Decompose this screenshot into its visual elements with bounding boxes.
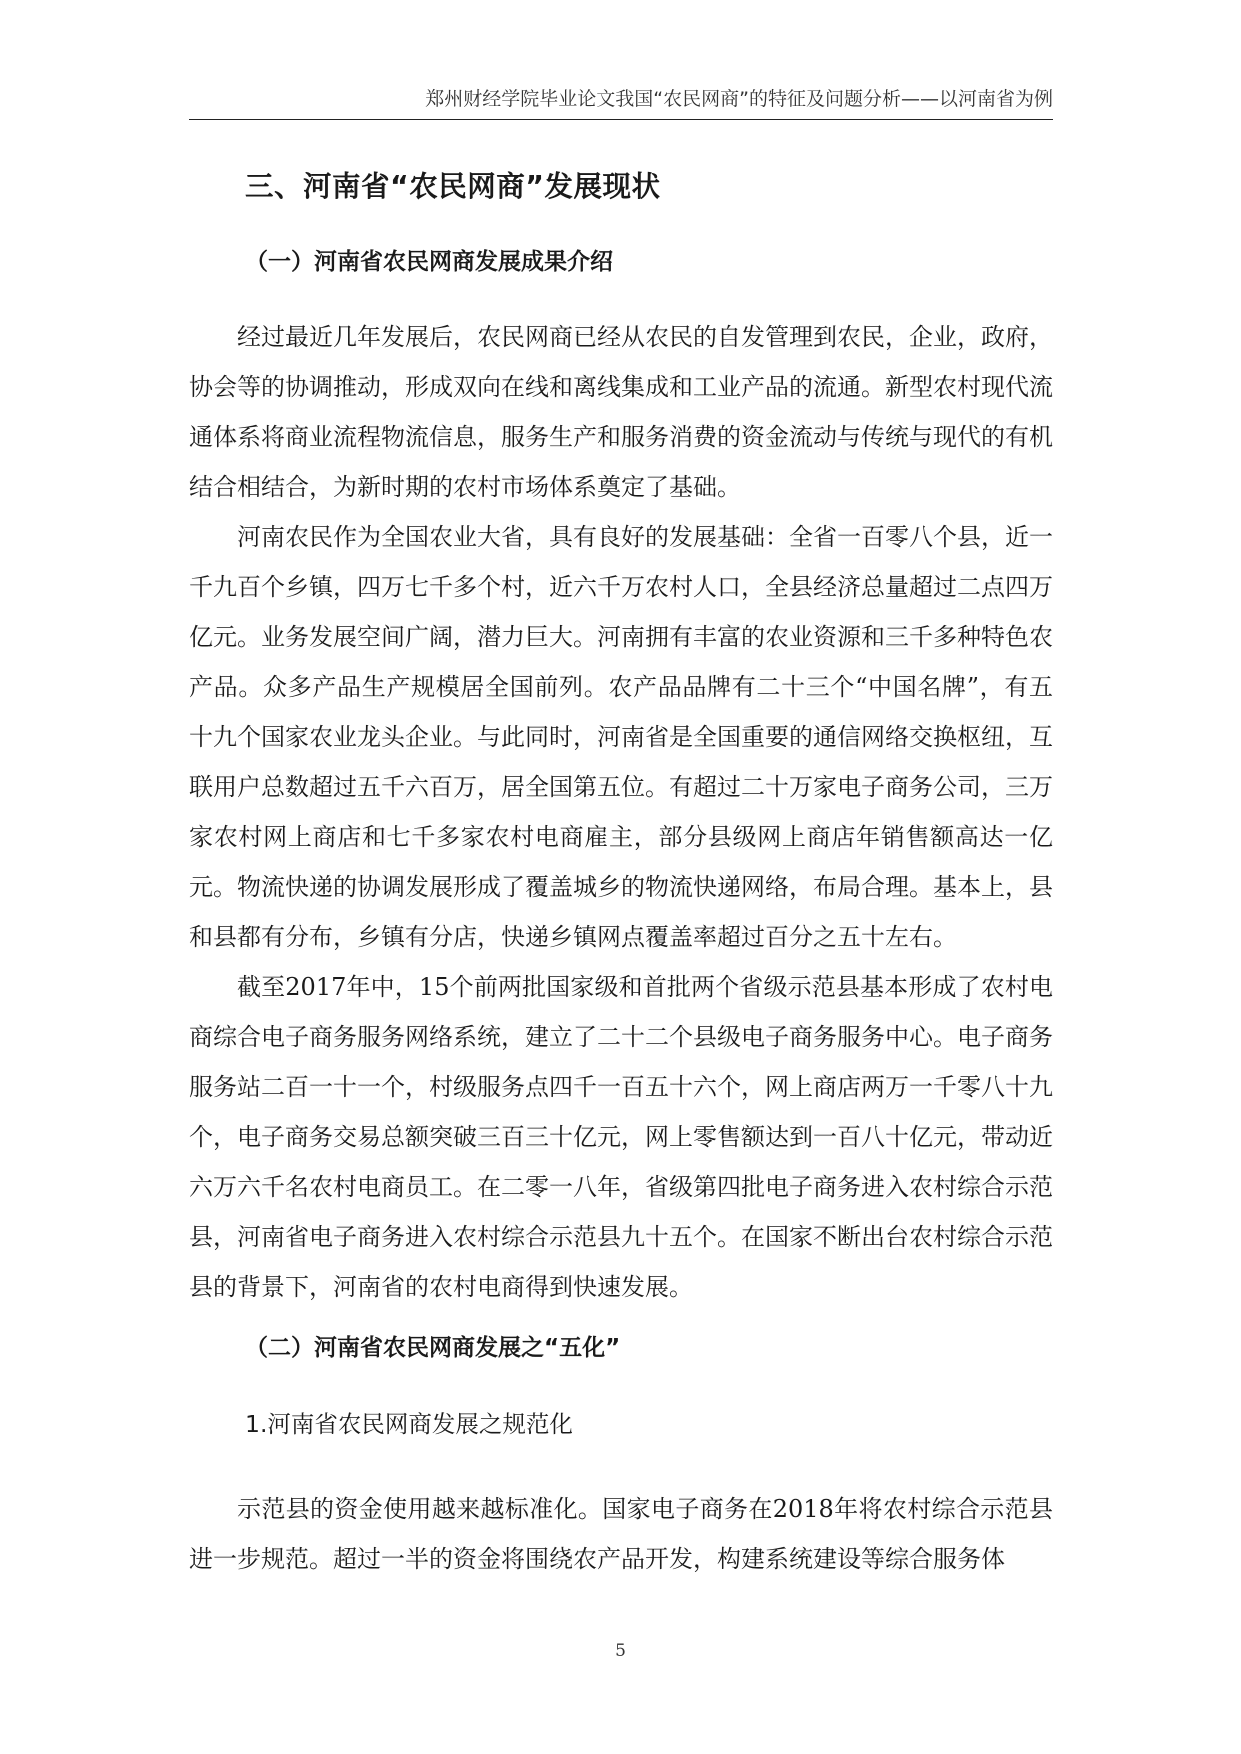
- page-number: 5: [615, 1641, 626, 1661]
- paragraph-1: 经过最近几年发展后，农民网商已经从农民的自发管理到农民，企业，政府，协会等的协调推动，形成双向在线和离线集成和工业产品的流通。新型农村现代流通体系将商业流程物流信息，服务生产和服务消费的资金流动与传统与现代的有机结合相结合，为新时期的农村市场体系奠定了基础。: [189, 323, 1053, 501]
- paragraph-3: 截至2017年中，15个前两批国家级和首批两个省级示范县基本形成了农村电商综合电子商务服务网络系统，建立了二十二个县级电子商务服务中心。电子商务服务站二百一十一个，村级服务点四千一百五十六个，网上商店两万一千零八十九个，电子商务交易总额突破三百三十亿元，网上零售额达到一百八十亿元，带动近六万六千名农村电商员工。在二零一八年，省级第四批电子商务进入农村综合示范县，河南省电子商务进入农村综合示范县九十五个。在国家不断出台农村综合示范县的背景下，河南省的农村电商得到快速发展。: [189, 973, 1053, 1301]
- paragraph-2: 河南农民作为全国农业大省，具有良好的发展基础：全省一百零八个县，近一千九百个乡镇，四万七千多个村，近六千万农村人口，全县经济总量超过二点四万亿元。业务发展空间广阔，潜力巨大。河南拥有丰富的农业资源和三千多种特色农产品。众多产品生产规模居全国前列。农产品品牌有二十三个“中国名牌”，有五十九个国家农业龙头企业。与此同时，河南省是全国重要的通信网络交换枢纽，互联用户总数超过五千六百万，居全国第五位。有超过二十万家电子商务公司，三万家农村网上商店和七千多家农村电商雇主，部分县级网上商店年销售额高达一亿元。物流快递的协调发展形成了覆盖城乡的物流快递网络，布局合理。基本上，县和县都有分布，乡镇有分店，快递乡镇网点覆盖率超过百分之五十左右。: [189, 523, 1053, 951]
- running-header: 郑州财经学院毕业论文我国“农民网商”的特征及问题分析——以河南省为例: [189, 84, 1053, 120]
- subsection-title-2: （二）河南省农民网商发展之“五化”: [245, 1335, 621, 1361]
- subsection-title-1: （一）河南省农民网商发展成果介绍: [245, 249, 613, 275]
- paragraph-4: 示范县的资金使用越来越标准化。国家电子商务在2018年将农村综合示范县进一步规范。超过一半的资金将围绕农产品开发，构建系统建设等综合服务体: [189, 1495, 1053, 1573]
- section-title: 三、河南省“农民网商”发展现状: [245, 170, 661, 203]
- page-content: [189, 162, 1053, 1584]
- item-title-1: 1.河南省农民网商发展之规范化: [245, 1410, 573, 1438]
